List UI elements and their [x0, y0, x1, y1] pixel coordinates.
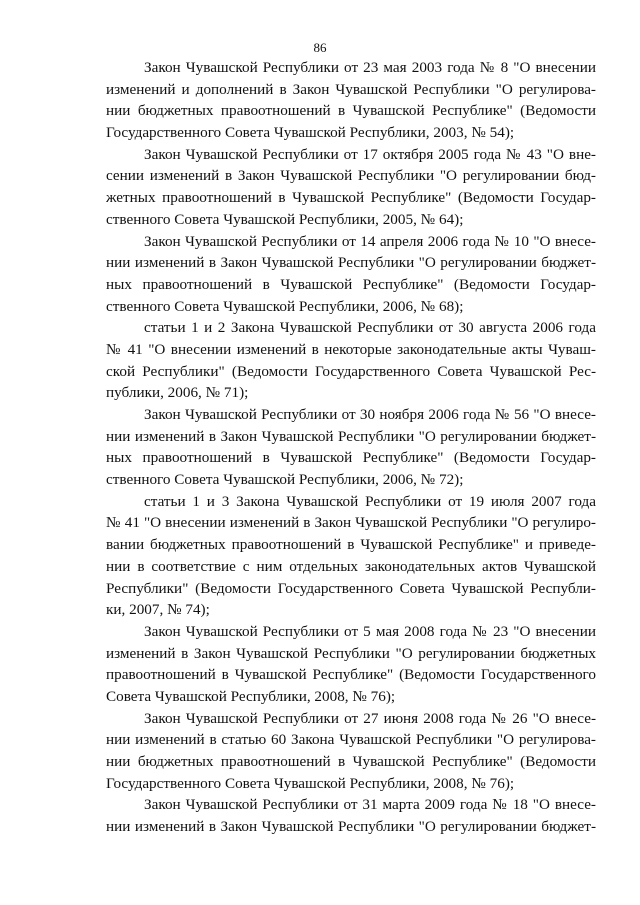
text-line: статьи 1 и 2 Закона Чувашской Республики от 30 августа 2006 года: [144, 319, 596, 337]
text-line: Закон Чувашской Республики от 23 мая 2003 года № 8 "О внесении: [144, 59, 596, 76]
text-line: Совета Чувашской Республики, 2008, № 76);: [106, 687, 396, 705]
text-line: изменений в Закон Чувашской Республики "О регулировании бюджетных: [106, 644, 596, 662]
text-line: нии изменений в статью 60 Закона Чувашской Республики "О регулирова-: [106, 731, 596, 749]
paragraph: [106, 708, 596, 795]
text-line: нии изменений в Закон Чувашской Республики "О регулировании бюджет-: [106, 818, 596, 836]
text-line: Закон Чувашской Республики от 17 октября 2005 года № 43 "О вне-: [144, 145, 596, 163]
text-line: нии в соответствие с ним отдельных законодательных актов Чувашской: [106, 557, 596, 575]
text-line: № 41 "О внесении изменений в некоторые законодательные акты Чуваш-: [106, 340, 596, 358]
paragraph: [106, 491, 596, 621]
paragraph: [106, 144, 596, 231]
paragraph: [106, 317, 596, 404]
text-line: статьи 1 и 3 Закона Чувашской Республики от 19 июля 2007 года: [144, 492, 596, 510]
text-line: нии бюджетных правоотношений в Чувашской Республике" (Ведомости: [106, 102, 596, 120]
text-line: Республики" (Ведомости Государственного Совета Чувашской Республи-: [106, 579, 596, 597]
page-number: 86: [313, 40, 327, 55]
text-line: ской Республики" (Ведомости Государственного Совета Чувашской Рес-: [106, 362, 596, 380]
text-line: Закон Чувашской Республики от 14 апреля 2006 года № 10 "О внесе-: [144, 232, 596, 250]
body-text: [106, 57, 596, 838]
text-line: Закон Чувашской Республики от 5 мая 2008 года № 23 "О внесении: [144, 622, 596, 640]
text-line: нии изменений в Закон Чувашской Республики "О регулировании бюджет-: [106, 427, 596, 445]
paragraph: [106, 621, 596, 708]
text-line: публики, 2006, № 71);: [106, 384, 249, 402]
paragraph: [106, 231, 596, 318]
text-line: Государственного Совета Чувашской Республики, 2003, № 54);: [106, 124, 515, 142]
text-line: ных правоотношений в Чувашской Республике" (Ведомости Государ-: [106, 449, 596, 467]
text-line: Закон Чувашской Республики от 30 ноября 2006 года № 56 "О внесе-: [144, 406, 596, 423]
text-line: сении изменений в Закон Чувашской Республики "О регулировании бюд-: [106, 167, 596, 185]
text-line: ки, 2007, № 74);: [106, 601, 210, 619]
text-line: ственного Совета Чувашской Республики, 2006, № 72);: [106, 471, 464, 489]
text-line: ственного Совета Чувашской Республики, 2005, № 64);: [106, 210, 464, 228]
text-line: жетных правоотношений в Чувашской Республике" (Ведомости Государ-: [106, 189, 596, 207]
text-line: Государственного Совета Чувашской Республики, 2008, № 76);: [106, 774, 515, 792]
text-line: № 41 "О внесении изменений в Закон Чувашской Республики "О регулиро-: [106, 514, 596, 532]
paragraph: [106, 57, 596, 144]
text-line: ственного Совета Чувашской Республики, 2006, № 68);: [106, 297, 464, 315]
paragraph: [106, 404, 596, 491]
paragraph: [106, 794, 596, 837]
text-line: правоотношений в Чувашской Республике" (Ведомости Государственного: [106, 666, 596, 684]
text-line: ных правоотношений в Чувашской Республике" (Ведомости Государ-: [106, 275, 596, 293]
text-line: нии изменений в Закон Чувашской Республики "О регулировании бюджет-: [106, 254, 596, 272]
text-line: изменений и дополнений в Закон Чувашской Республики "О регулирова-: [106, 80, 596, 98]
text-line: нии бюджетных правоотношений в Чувашской Республике" (Ведомости: [106, 753, 596, 770]
text-line: Закон Чувашской Республики от 31 марта 2009 года № 18 "О внесе-: [144, 796, 596, 814]
text-line: Закон Чувашской Республики от 27 июня 2008 года № 26 "О внесе-: [144, 709, 596, 727]
text-line: вании бюджетных правоотношений в Чувашской Республике" и приведе-: [106, 536, 596, 554]
